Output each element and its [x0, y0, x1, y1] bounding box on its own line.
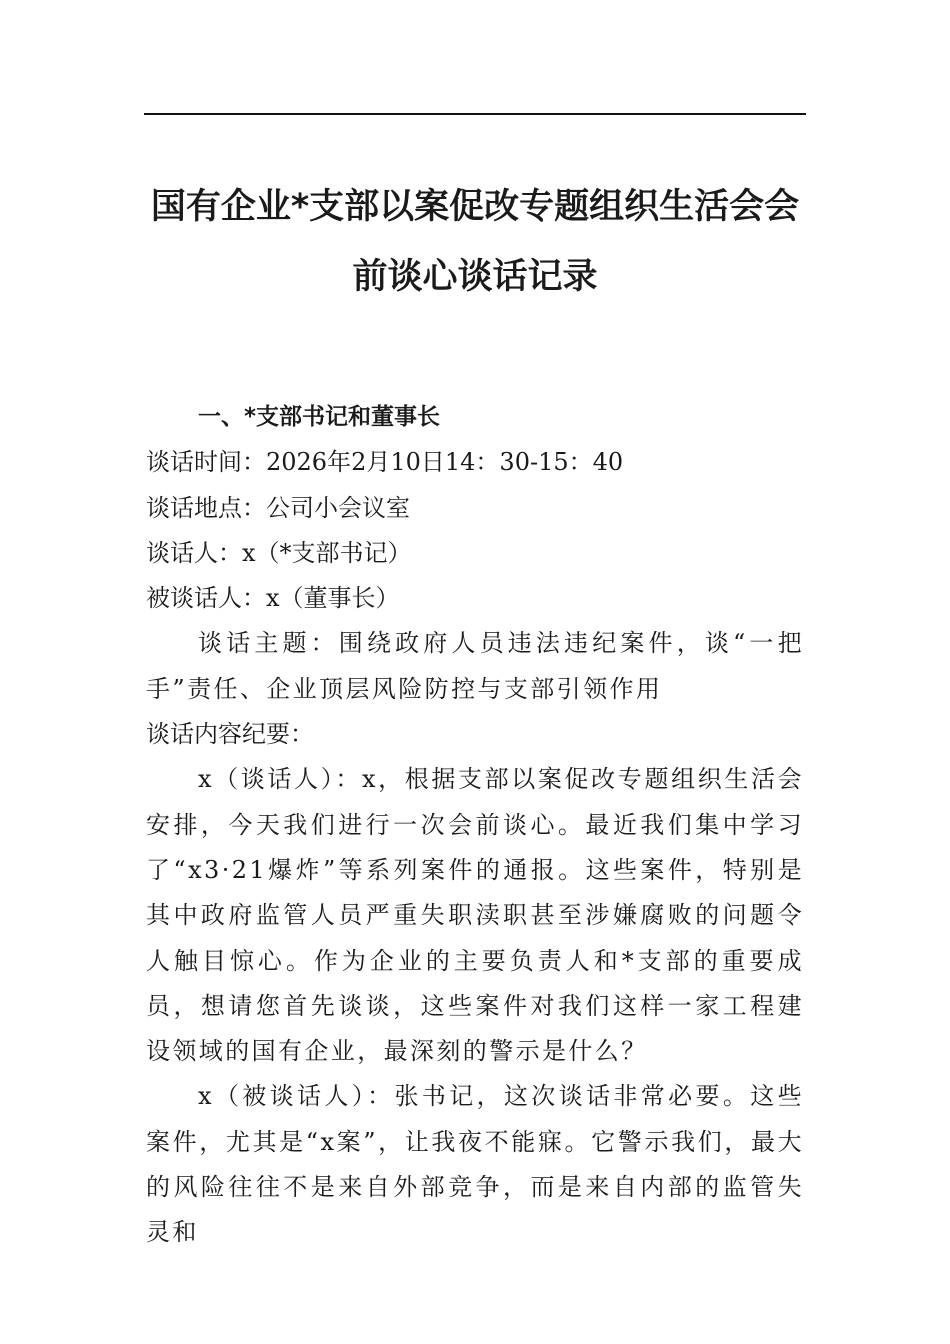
talk-topic: 谈话主题：围绕政府人员违法违纪案件，谈“一把手”责任、企业顶层风险防控与支部引领作用: [146, 629, 804, 703]
dialogue-paragraph: x（谈话人）：x，根据支部以案促改专题组织生活会安排，今天我们进行一次会前谈心。最近我们集中学习了“x3·21爆炸”等系列案件的通报。这些案件，特别是其中政府监管人员严重失职渎职甚至涉嫌腐败的问题令人触目惊心。作为企业的主要负责人和*支部的重要成员，想请您首先谈谈，这些案件对我们这样一家工程建设领域的国有企业，最深刻的警示是什么？: [146, 765, 804, 1066]
document-title: [144, 188, 806, 296]
summary-label: 谈话内容纪要：: [146, 720, 314, 749]
document-body: [146, 395, 804, 1256]
talk-interviewee: 被谈话人：x（董事长）: [146, 584, 400, 613]
talk-place: 谈话地点：公司小会议室: [146, 493, 410, 522]
talk-time: 谈话时间：2026年2月10日14：30-15：40: [146, 448, 624, 477]
dialogue-paragraph: x（被谈话人）：张书记，这次谈话非常必要。这些案件，尤其是“x案”，让我夜不能寐。它警示我们，最大的风险往往不是来自外部竞争，而是来自内部的监管失灵和: [146, 1082, 804, 1247]
talk-interviewer: 谈话人：x（*支部书记）: [146, 538, 412, 567]
section-heading: 一、*支部书记和董事长: [198, 404, 441, 430]
title-line-1: 国有企业*支部以案促改专题组织生活会会: [150, 187, 800, 227]
title-line-2: 前谈心谈话记录: [352, 257, 598, 297]
header-rule: [144, 113, 806, 115]
